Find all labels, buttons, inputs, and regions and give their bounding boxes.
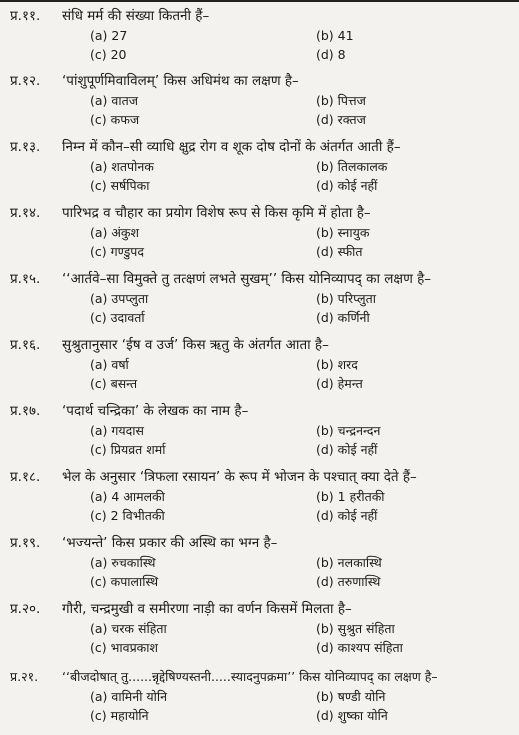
question-text: ‘भज्यन्ते’ किस प्रकार की अस्थि का भग्न है– [62,535,278,551]
option-c: (c) 2 विभीतकी [90,508,165,523]
question-text: गौरी, चन्द्रमुखी व समीरणा नाड़ी का वर्णन किसमें मिलता है– [62,601,352,617]
option-d: (d) हेमन्त [316,376,363,391]
option-c: (c) उदावर्ता [90,310,145,325]
question-line [10,138,401,156]
option-d: (d) कोई नहीं [316,442,378,457]
option-c: (c) 20 [90,47,127,62]
option-c: (c) कपालास्थि [90,574,159,589]
option-b: (b) 41 [316,28,354,43]
option-b: (b) चन्द्रनन्दन [316,423,381,438]
option-a: (a) वातज [90,93,138,108]
question-number: प्र.१४. [10,205,41,221]
option-a: (a) रुचकास्थि [90,555,156,570]
option-a: (a) शतपोनक [90,159,154,174]
question-text: ‘पांशुपूर्णमिवाविलम्’ किस अधिमंथ का लक्षण है– [62,73,299,89]
option-b: (b) नलकास्थि [316,555,382,570]
option-a: (a) वर्षा [90,357,129,372]
question-line [10,668,438,686]
question-line [10,534,277,552]
question-line [10,270,431,288]
option-a: (a) 27 [90,28,128,43]
option-d: (d) स्फीत [316,244,363,259]
option-d: (d) रक्तज [316,112,366,127]
option-c: (c) गण्डुपद [90,244,144,259]
option-a: (a) वामिनी योनि [90,689,168,704]
question-number: प्र.१७. [10,403,41,419]
option-b: (b) षण्डी योनि [316,689,386,704]
option-d: (d) कोई नहीं [316,178,378,193]
option-d: (d) तरुणास्थि [316,574,381,589]
option-c: (c) प्रियव्रत शर्मा [90,442,166,457]
question-text: ‘‘आर्तवे–सा विमुक्ते तु तत्क्षणं लभते सुखम्’’ किस योनिव्यापद् का लक्षण है– [62,271,432,287]
question-line [10,7,209,25]
option-b: (b) पित्तज [316,93,366,108]
question-text: संधि मर्म की संख्या कितनी हैं– [62,8,210,24]
question-number: प्र.१९. [10,535,41,551]
option-c: (c) कफज [90,112,140,127]
option-b: (b) 1 हरीतकी [316,489,385,504]
question-line [10,600,352,618]
option-a: (a) 4 आमलकी [90,489,165,504]
question-number: प्र.२१. [10,669,39,684]
question-text: भेल के अनुसार ‘त्रिफला रसायन’ के रूप में भोजन के पश्चात् क्या देते हैं– [62,469,417,485]
question-line [10,468,417,486]
question-line [10,336,329,354]
question-line [10,204,371,222]
question-line [10,72,299,90]
question-text: पारिभद्र व चौहार का प्रयोग विशेष रूप से किस कृमि में होता है– [62,205,371,221]
top-rule [0,0,519,2]
question-number: प्र.११. [10,8,41,24]
question-number: प्र.१६. [10,337,41,353]
question-text: ‘पदार्थ चन्द्रिका’ के लेखक का नाम है– [62,403,249,419]
option-d: (d) कोई नहीं [316,508,378,523]
question-text: निम्न में कौन–सी व्याधि क्षुद्र रोग व शूक दोष दोनों के अंतर्गत आती हैं– [62,139,401,155]
option-d: (d) कर्णिनी [316,310,370,325]
option-b: (b) सुश्रुत संहिता [316,621,395,636]
question-number: प्र.२०. [10,601,41,617]
question-line [10,402,248,420]
option-a: (a) उपप्लुता [90,291,149,306]
option-b: (b) तिलकालक [316,159,388,174]
question-number: प्र.१५. [10,271,41,287]
option-a: (a) चरक संहिता [90,621,167,636]
option-c: (c) भावप्रकाश [90,640,159,655]
option-c: (c) महायोनि [90,708,149,723]
option-a: (a) गयदास [90,423,144,438]
question-number: प्र.१८. [10,469,41,485]
question-text: सुश्रुतानुसार ‘ईष व उर्ज’ किस ऋतु के अंतर्गत आता है– [62,337,329,353]
option-d: (d) शुष्का योनि [316,708,388,723]
option-a: (a) अंकुश [90,225,140,240]
question-number: प्र.१३. [10,139,41,155]
question-text: ‘‘बीजदोषात् तु......न्नृद्देषिण्यस्तनी.....स्यादनुपक्रमा’’ किस योनिव्यापद् का लक्षण है– [62,669,438,684]
option-d: (d) 8 [316,47,346,62]
option-c: (c) बसन्त [90,376,138,391]
option-b: (b) स्नायुक [316,225,370,240]
option-b: (b) परिप्लुता [316,291,377,306]
question-number: प्र.१२. [10,73,41,89]
option-d: (d) काश्यप संहिता [316,640,403,655]
option-b: (b) शरद [316,357,358,372]
option-c: (c) सर्षपिका [90,178,150,193]
